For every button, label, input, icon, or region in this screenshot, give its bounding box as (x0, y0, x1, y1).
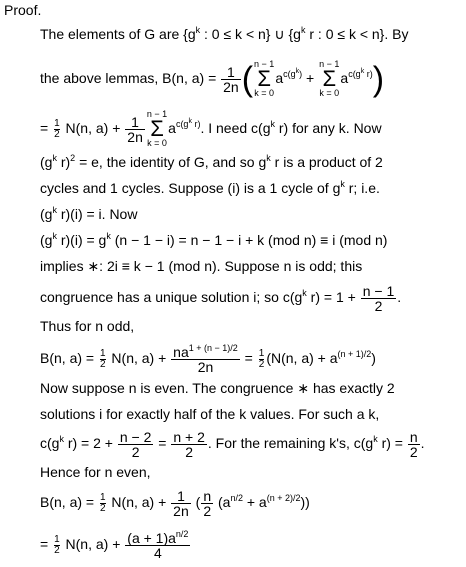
text: The elements of G are {g (40, 26, 196, 42)
den: 2n (127, 128, 143, 145)
sup: r) (191, 119, 201, 129)
num: n − 1 (362, 282, 395, 299)
fraction-n-over-2 (201, 489, 213, 518)
sup: k (195, 25, 201, 35)
den: 2 (185, 443, 194, 460)
den: 2n (173, 502, 189, 519)
num: 1 (125, 115, 145, 130)
text: N(n, a) + (61, 120, 125, 136)
den: 2 (54, 544, 60, 556)
summation-3 (147, 110, 167, 148)
fraction-half (259, 349, 265, 370)
sup: k (302, 288, 307, 298)
den: 2 (54, 128, 60, 140)
sup: k (52, 205, 57, 215)
fraction-final (125, 528, 190, 561)
num: n − 2 (119, 428, 152, 445)
text: N(n, a) + (61, 536, 125, 552)
paren-close: ) (372, 60, 385, 99)
sup: n/2 (230, 493, 243, 503)
den: 2n (223, 78, 239, 95)
line-n-odd: Thus for n odd, (40, 318, 135, 334)
num: 1 (171, 489, 191, 504)
sup: 2 (70, 153, 76, 163)
text: the above lemmas, B(n, a) = (40, 70, 221, 86)
equation-n-even-1 (40, 484, 310, 520)
den: 2 (99, 358, 106, 370)
num: 1 (54, 117, 60, 129)
sup-k: k (295, 68, 300, 75)
sup: k (373, 434, 378, 444)
lower-limit: k = 0 (147, 138, 167, 149)
text: r)(i) = i. Now (56, 206, 138, 222)
line-n-even: Now suppose n is even. The congruence ∗ has exactly 2 (40, 380, 395, 396)
text: c(g (40, 435, 60, 451)
proof-label: Proof. (4, 2, 42, 18)
fraction-half (100, 493, 106, 514)
text: r) = 2 + (63, 435, 117, 451)
sup: k (59, 434, 64, 444)
den: 2 (374, 297, 383, 314)
text: a (275, 70, 284, 86)
den: 2n (197, 358, 214, 375)
text: congruence has a unique solution i; so c(g (40, 289, 303, 305)
text: cycles and 1 cycles. Suppose (i) is a 1 cycle of g (40, 180, 341, 196)
upper-limit: n − 1 (146, 109, 168, 120)
num: 1 (54, 533, 60, 545)
text: r; i.e. (344, 180, 380, 196)
equation-n-odd (40, 340, 376, 376)
sup: (n + 2)/2 (266, 493, 301, 503)
den: 2 (258, 358, 265, 370)
sup: c(g (348, 69, 361, 79)
lower-limit: k = 0 (319, 88, 340, 99)
den: 4 (153, 544, 162, 561)
sup: r) (364, 69, 373, 79)
equation-n-even-2 (40, 526, 191, 562)
fraction-1-over-2n (221, 65, 241, 94)
line-hence-even: Hence for n even, (40, 464, 151, 480)
sup: k (300, 25, 306, 35)
text: (n − 1 − i) = n − 1 − i + k (mod n) ≡ i (mod n) (110, 232, 388, 248)
text: r)(i) = g (56, 232, 107, 248)
text: r) for any k. Now (275, 120, 382, 136)
sup: c(g (283, 69, 296, 79)
fraction-1-over-2n (171, 489, 191, 518)
sup: 1 + (n − 1)/2 (188, 342, 238, 353)
text: . (397, 289, 402, 305)
text: . For the remaining k's, c(g (207, 435, 374, 451)
text: r) = 1 + (306, 289, 360, 305)
equation-c-even (40, 426, 425, 460)
text: + (302, 70, 319, 86)
text: (a (214, 494, 231, 510)
sup: (n + 1)/2 (337, 349, 372, 359)
sigma: Σ (150, 116, 164, 142)
text: na (173, 343, 189, 360)
text: = (40, 536, 53, 552)
paren-open: ( (241, 60, 254, 99)
sigma: Σ (257, 66, 271, 92)
num: 1 (99, 491, 106, 503)
sup: k (52, 153, 57, 163)
text: a (340, 70, 349, 86)
num: n (203, 487, 212, 504)
text: (N(n, a) + a (266, 350, 338, 366)
sup: ) (299, 69, 303, 79)
summation-2 (319, 60, 339, 98)
text: ( (191, 494, 201, 510)
num: 1 (99, 347, 106, 359)
text: + a (242, 494, 267, 510)
text: (g (40, 206, 53, 222)
text: N(n, a) + (107, 494, 171, 510)
num (171, 342, 240, 360)
line-elements (40, 26, 408, 42)
text: = (40, 120, 53, 136)
num (125, 528, 190, 546)
den: 2 (203, 502, 212, 519)
text: (g (40, 154, 53, 170)
line-fixed-point (40, 206, 137, 222)
text: = (240, 350, 257, 366)
line-solutions: solutions i for exactly half of the k values. For such a k, (40, 406, 380, 422)
line-identity (40, 154, 383, 170)
num: 1 (221, 65, 241, 80)
text: r : 0 ≤ k < n}. By (305, 26, 409, 42)
sigma: Σ (322, 66, 337, 92)
den: 2 (409, 443, 418, 460)
fraction-na-over-2n (171, 342, 240, 375)
lower-limit: k = 0 (254, 88, 275, 99)
text: B(n, a) = (40, 494, 98, 510)
num: n + 2 (173, 428, 205, 445)
sup-k: k (188, 118, 192, 125)
fraction-half (54, 119, 60, 140)
equation-bna-sums (40, 56, 384, 100)
fraction-1-over-2n (125, 115, 145, 144)
sup-k: k (360, 68, 365, 75)
text: = (154, 435, 171, 451)
fraction-n-minus-1-over-2 (361, 284, 397, 313)
line-unique-solution (40, 280, 401, 314)
sup: c(g (175, 119, 189, 129)
fraction-n-minus-2-over-2 (118, 430, 154, 459)
sup: k (266, 153, 271, 163)
fraction-n-plus-2-over-2 (171, 430, 207, 459)
sup: k (270, 119, 275, 129)
text: a (168, 120, 176, 136)
text: . (420, 435, 425, 451)
summation-1 (254, 60, 274, 98)
den: 2 (99, 502, 106, 514)
sup: k (340, 179, 345, 189)
text: B(n, a) = (40, 350, 98, 366)
text: (g (40, 232, 53, 248)
upper-limit: n − 1 (319, 59, 340, 70)
text: . I need c(g (200, 120, 271, 136)
text: : 0 ≤ k < n} ∪ {g (200, 26, 301, 42)
sup: k (106, 231, 111, 241)
line-implies: implies ∗: 2i ≡ k − 1 (mod n). Suppose n is odd; this (40, 258, 363, 274)
text: r) (56, 154, 71, 170)
upper-limit: n − 1 (254, 59, 275, 70)
text: = e, the identity of G, and so g (75, 154, 267, 170)
text: (a + 1)a (127, 529, 176, 546)
text: r) = (377, 435, 407, 451)
text: ) (371, 350, 376, 366)
fraction-half (54, 535, 60, 556)
line-cycles (40, 180, 380, 196)
sup: n/2 (175, 528, 189, 539)
line-congruence (40, 232, 387, 248)
den: 2 (131, 443, 140, 460)
num: 1 (258, 347, 265, 359)
text: N(n, a) + (107, 350, 171, 366)
fraction-n-over-2 (408, 430, 420, 459)
num: n (409, 428, 418, 445)
text: )) (300, 494, 310, 510)
sup: k (52, 231, 57, 241)
equation-half-n (40, 108, 382, 148)
fraction-half (100, 349, 106, 370)
text: r is a product of 2 (270, 154, 383, 170)
